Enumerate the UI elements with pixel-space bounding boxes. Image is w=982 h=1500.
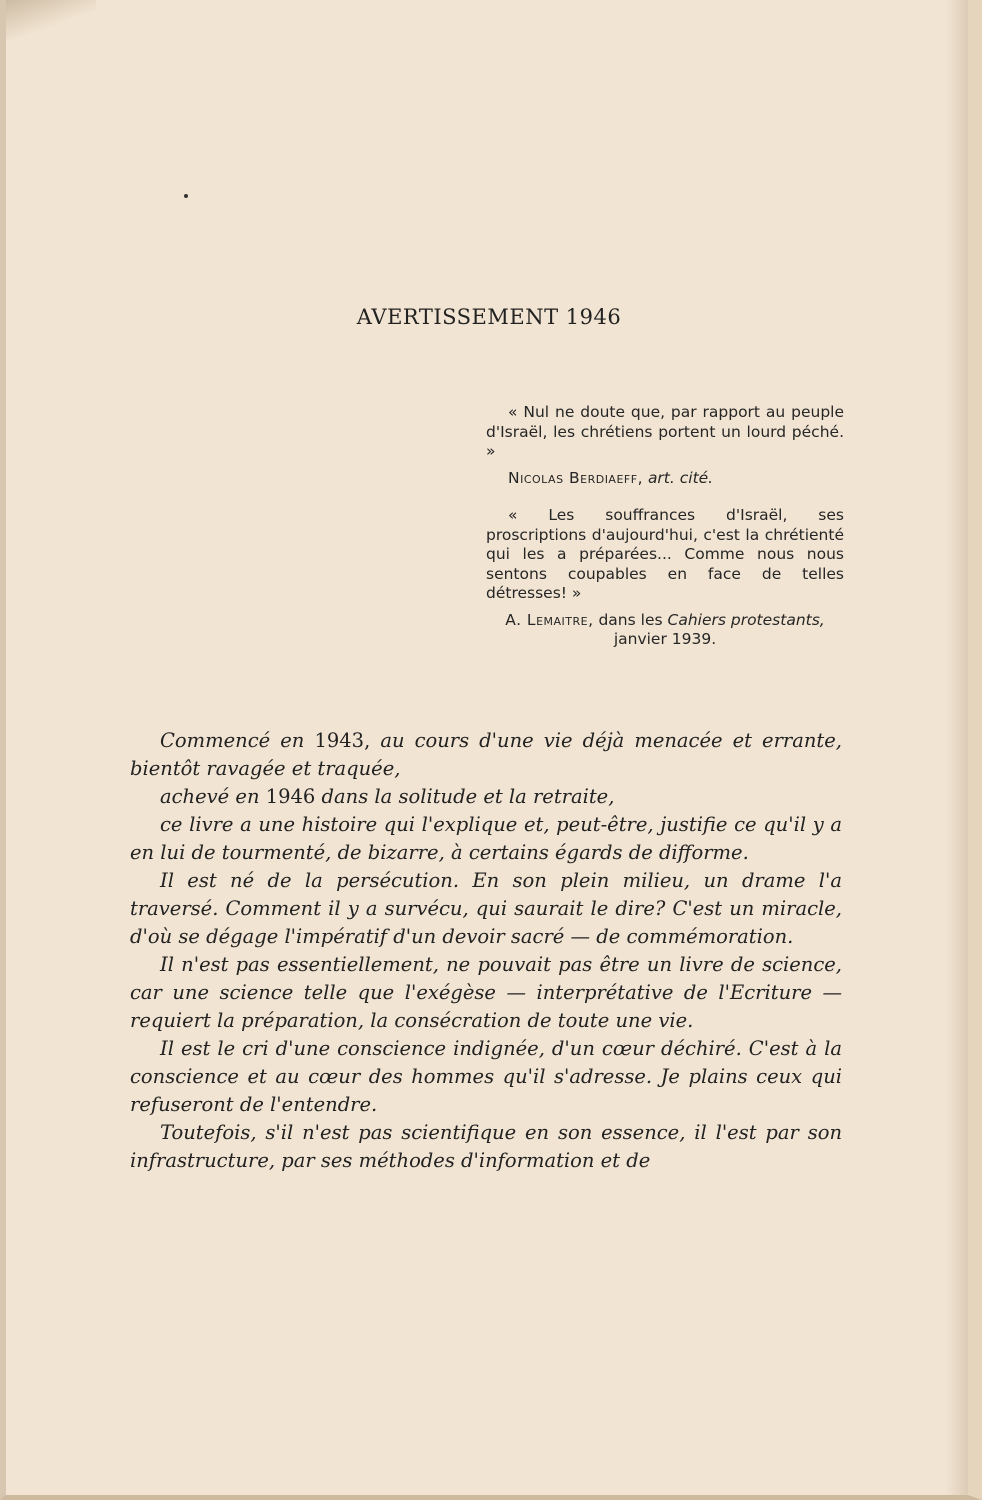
epigraph-quote-1: « Nul ne doute que, par rapport au peuple d'Israël, les chrétiens portent un lourd péché. »	[486, 403, 844, 460]
epigraph-author-2: A. Lemaitre,	[505, 610, 594, 629]
paragraph-3: ce livre a une histoire qui l'explique et, peut-être, justifie ce qu'il y a en lui de tourmenté, de bizarre, à certains égards de difforme.	[130, 813, 842, 864]
epigraph-block	[486, 403, 844, 668]
epigraph-date-2: janvier 1939.	[613, 630, 717, 648]
paragraph-2-end: dans la solitude et la retraite,	[321, 785, 615, 808]
paragraph-4: Il est né de la persécution. En son plein milieu, un drame l'a traversé. Comment il y a survécu, qui saurait le dire? C'est un miracle, d'où se dégage l'impératif d'un devoir sacré — de commémoration.	[130, 869, 842, 948]
page-corner-fold	[6, 0, 96, 40]
paragraph-2-year: 1946	[265, 785, 316, 808]
epigraph-source-1: art. cité.	[647, 468, 714, 487]
epigraph-source-prefix-2: dans les	[598, 610, 663, 629]
epigraph-attribution-1	[486, 469, 844, 489]
paragraph-1-year: 1943,	[314, 729, 371, 752]
paragraph-2	[130, 783, 842, 811]
epigraph-quote-2: « Les souffrances d'Israël, ses proscriptions d'aujourd'hui, c'est la chrétienté qui les a préparées... Comme nous nous sentons coupables en face de telles détresses! »	[486, 506, 844, 602]
page-heading: AVERTISSEMENT 1946	[356, 305, 622, 329]
epigraph-author-1: Nicolas Berdiaeff,	[508, 468, 643, 487]
foreword-body	[130, 727, 842, 1175]
paragraph-6: Il est le cri d'une conscience indignée, d'un cœur déchiré. C'est à la conscience et au cœur des hommes qu'il s'adresse. Je plains ceux qui refuseront de l'entendre.	[130, 1037, 842, 1116]
ink-speck	[184, 194, 188, 198]
page-edge-shadow	[946, 0, 968, 1495]
paragraph-5: Il n'est pas essentiellement, ne pouvait pas être un livre de science, car une science telle que l'exégèse — interprétative de l'Ecriture — requiert la préparation, la consécration de toute une vie.	[130, 953, 842, 1032]
epigraph-attribution-2	[486, 611, 844, 650]
paragraph-1	[130, 727, 842, 783]
epigraph-source-2: Cahiers protestants,	[667, 610, 825, 629]
paragraph-2-start: achevé en	[160, 785, 260, 808]
paragraph-1-end: au cours d'une vie déjà menacée et errante, bientôt ravagée et traquée,	[130, 729, 843, 780]
paragraph-1-start: Commencé en	[160, 729, 305, 752]
paragraph-7: Toutefois, s'il n'est pas scientifique en son essence, il l'est par son infrastructure, par ses méthodes d'information et de	[130, 1121, 842, 1172]
